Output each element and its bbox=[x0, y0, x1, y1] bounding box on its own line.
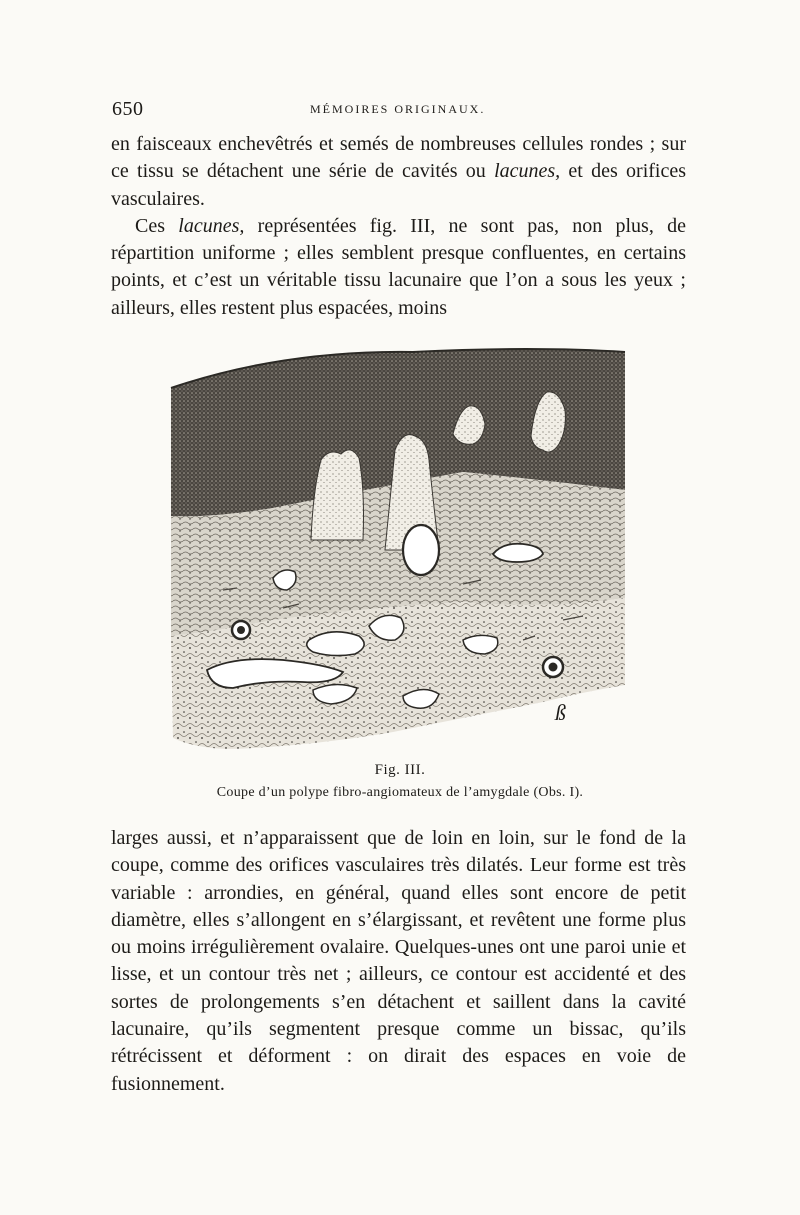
figure-caption: Coupe d’un polype fibro-angiomateux de l’amygdale (Obs. I). bbox=[216, 785, 584, 800]
paragraph-2-rest: représentées fig. III, ne sont pas, non plus, de répartition uniforme ; elles semblent presque confluentes, en certains points, et c’est un véritable tissu lacunaire que l’on a sous les yeux ; ailleurs, elles restent plus espacées, moins bbox=[111, 214, 686, 319]
paragraph-2-italic: lacunes, bbox=[178, 214, 245, 237]
text-block-bottom bbox=[111, 825, 686, 1098]
running-head: MÉMOIRES ORIGINAUX. bbox=[310, 102, 486, 116]
histology-illustration bbox=[163, 340, 633, 758]
text-block-top bbox=[111, 131, 686, 322]
page-header bbox=[110, 98, 690, 124]
paragraph-1-end: et des orifices vasculaires. bbox=[111, 160, 687, 210]
figure-signature: ß bbox=[555, 700, 566, 725]
paragraph-2 bbox=[111, 213, 686, 322]
figure-label: Fig. III. bbox=[374, 762, 426, 778]
paragraph-3: larges aussi, et n’apparaissent que de loin en loin, sur le fond de la coupe, comme des orifices vasculaires très dilatés. Leur forme est très variable : arrondies, en général, quand elles sont encore de petit diamètre, elles s’allongent en s’élargissant, et revêtent une forme plus ou moins irrégulièrement ovalaire. Quelques-unes ont une paroi unie et lisse, et un contour très net ; ailleurs, ce contour est accidenté et des sortes de prolongements s’en détachent et saillent dans la cavité lacunaire, qu’ils segmentent presque comme un bissac, qu’ils rétrécissent et déforment : on dirait des espaces en voie de fusionnement. bbox=[111, 827, 686, 1095]
page-number: 650 bbox=[112, 98, 144, 120]
histology-figure bbox=[163, 340, 633, 758]
paragraph-1-text: en faisceaux enchevêtrés et semés de nombreuses cellules rondes ; sur ce tissu se détachent une série de cavités ou bbox=[111, 133, 686, 183]
paragraph-1 bbox=[111, 131, 686, 213]
paragraph-1-italic: lacunes, bbox=[494, 160, 561, 183]
paragraph-2-start: Ces bbox=[135, 214, 179, 237]
